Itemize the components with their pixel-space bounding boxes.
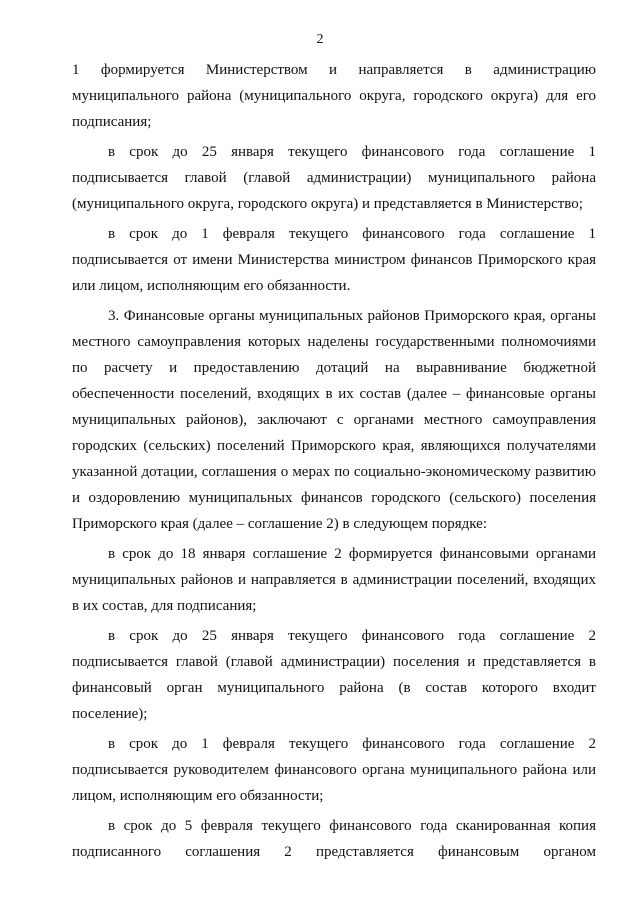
paragraph-7: в срок до 1 февраля текущего финансового года соглашение 2 подписывается руководителем финансового органа муниципального района или лицом, исполняющим его обязанности;: [72, 736, 596, 804]
paragraph-4: 3. Финансовые органы муниципальных районов Приморского края, органы местного самоуправления которых наделены государственными полномочиями по расчету и предоставлению дотаций на выравнивание бюджетной обеспеченности поселений, входящих в их состав (далее – финансовые органы муниципальных районов), заключают с органами местного самоуправления городских (сельских) поселений Приморского края, являющихся получателями указанной дотации, соглашения о мерах по социально-экономическому развитию и оздоровлению муниципальных финансов городского (сельского) поселения Приморского края (далее – соглашение 2) в следующем порядке:: [72, 308, 596, 532]
paragraph-3: в срок до 1 февраля текущего финансового года соглашение 1 подписывается от имени Министерства министром финансов Приморского края или лицом, исполняющим его обязанности.: [72, 226, 596, 294]
paragraph-1: 1 формируется Министерством и направляется в администрацию муниципального района (муниципального округа, городского округа) для его подписания;: [72, 62, 596, 130]
paragraph-8: в срок до 5 февраля текущего финансового года сканированная копия подписанного соглашения 2 представляется финансовым органом: [72, 818, 596, 860]
paragraph-2: в срок до 25 января текущего финансового года соглашение 1 подписывается главой (главой администрации) муниципального района (муниципального округа, городского округа) и представляется в Министерство;: [72, 144, 596, 212]
paragraph-5: в срок до 18 января соглашение 2 формируется финансовыми органами муниципальных районов и направляется в администрации поселений, входящих в их состав, для подписания;: [72, 546, 596, 614]
paragraph-6: в срок до 25 января текущего финансового года соглашение 2 подписывается главой (главой администрации) поселения и представляется в финансовый орган муниципального района (в состав которого входит поселение);: [72, 628, 596, 722]
page-number: 2: [316, 32, 324, 47]
document-body: [72, 57, 596, 869]
